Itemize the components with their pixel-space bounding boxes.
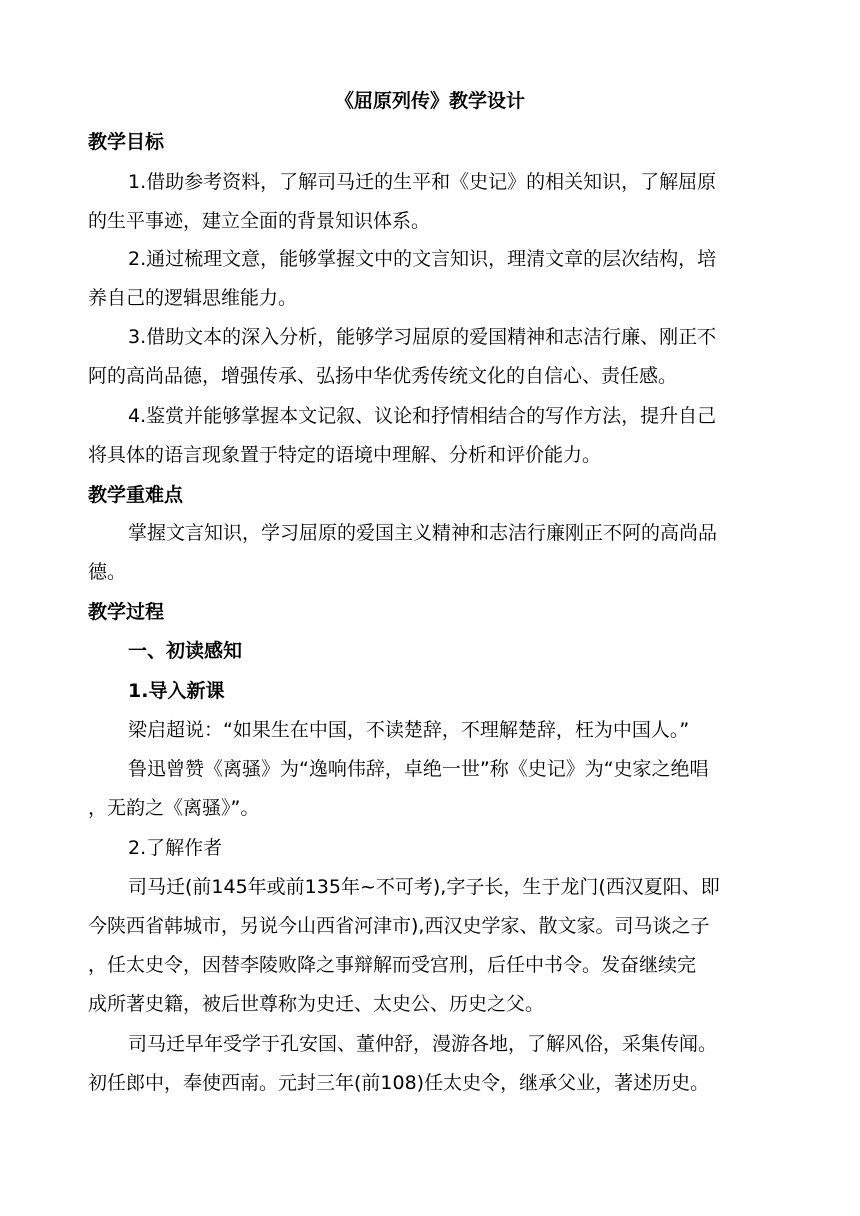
author-paragraph-2-line-2: 初任郎中，奉使西南。元封三年(前108)任太史令，继承父业，著述历史。: [88, 1072, 710, 1094]
author-paragraph-1-line-4: 成所著史籍，被后世尊称为史迁、太史公、历史之父。: [88, 993, 545, 1015]
section-heading-key-points: 教学重难点: [88, 484, 184, 506]
section-heading-process: 教学过程: [88, 601, 165, 623]
key-points-line-1: 掌握文言知识，学习屈原的爱国主义精神和志洁行廉刚正不阿的高尚品: [128, 522, 718, 544]
objective-1-line-1: 1.借助参考资料，了解司马迁的生平和《史记》的相关知识，了解屈原: [128, 171, 717, 193]
quote-lu-xun-line-1: 鲁迅曾赞《离骚》为“逸响伟辞，卓绝一世”称《史记》为“史家之绝唱: [128, 758, 709, 780]
key-points-line-2: 德。: [88, 561, 127, 583]
author-paragraph-1-line-3: ，任太史令，因替李陵败降之事辩解而受宫刑，后任中书令。发奋继续完: [88, 954, 697, 976]
objective-2-line-2: 养自己的逻辑思维能力。: [88, 287, 298, 309]
author-paragraph-1-line-1: 司马迁(前145年或前135年~不可考),字子长，生于龙门(西汉夏阳、即: [128, 876, 720, 898]
process-step-2-heading: 2.了解作者: [128, 837, 223, 859]
author-paragraph-1-line-2: 今陕西省韩城市，另说今山西省河津市),西汉史学家、散文家。司马谈之子: [88, 915, 710, 937]
objective-3-line-2: 阿的高尚品德，增强传承、弘扬中华优秀传统文化的自信心、责任感。: [88, 365, 678, 387]
quote-lu-xun-line-2: ，无韵之《离骚》”。: [88, 797, 260, 819]
objective-4-line-1: 4.鉴赏并能够掌握本文记叙、议论和抒情相结合的写作方法，提升自己: [128, 405, 717, 427]
objective-3-line-1: 3.借助文本的深入分析，能够学习屈原的爱国精神和志洁行廉、刚正不: [128, 326, 717, 348]
process-part-1-heading: 一、初读感知: [128, 640, 243, 662]
section-heading-objectives: 教学目标: [88, 131, 165, 153]
objective-4-line-2: 将具体的语言现象置于特定的语境中理解、分析和评价能力。: [88, 444, 602, 466]
author-paragraph-2-line-1: 司马迁早年受学于孔安国、董仲舒，漫游各地，了解风俗，采集传闻。: [128, 1033, 718, 1055]
objective-1-line-2: 的生平事迹，建立全面的背景知识体系。: [88, 210, 431, 232]
quote-liang-qichao: 梁启超说：“如果生在中国，不读楚辞，不理解楚辞，枉为中国人。”: [128, 719, 690, 741]
process-step-1-heading: 1.导入新课: [128, 680, 225, 702]
objective-2-line-1: 2.通过梳理文意，能够掌握文中的文言知识，理清文章的层次结构，培: [128, 248, 717, 270]
document-title: 《屈原列传》教学设计: [334, 90, 525, 112]
